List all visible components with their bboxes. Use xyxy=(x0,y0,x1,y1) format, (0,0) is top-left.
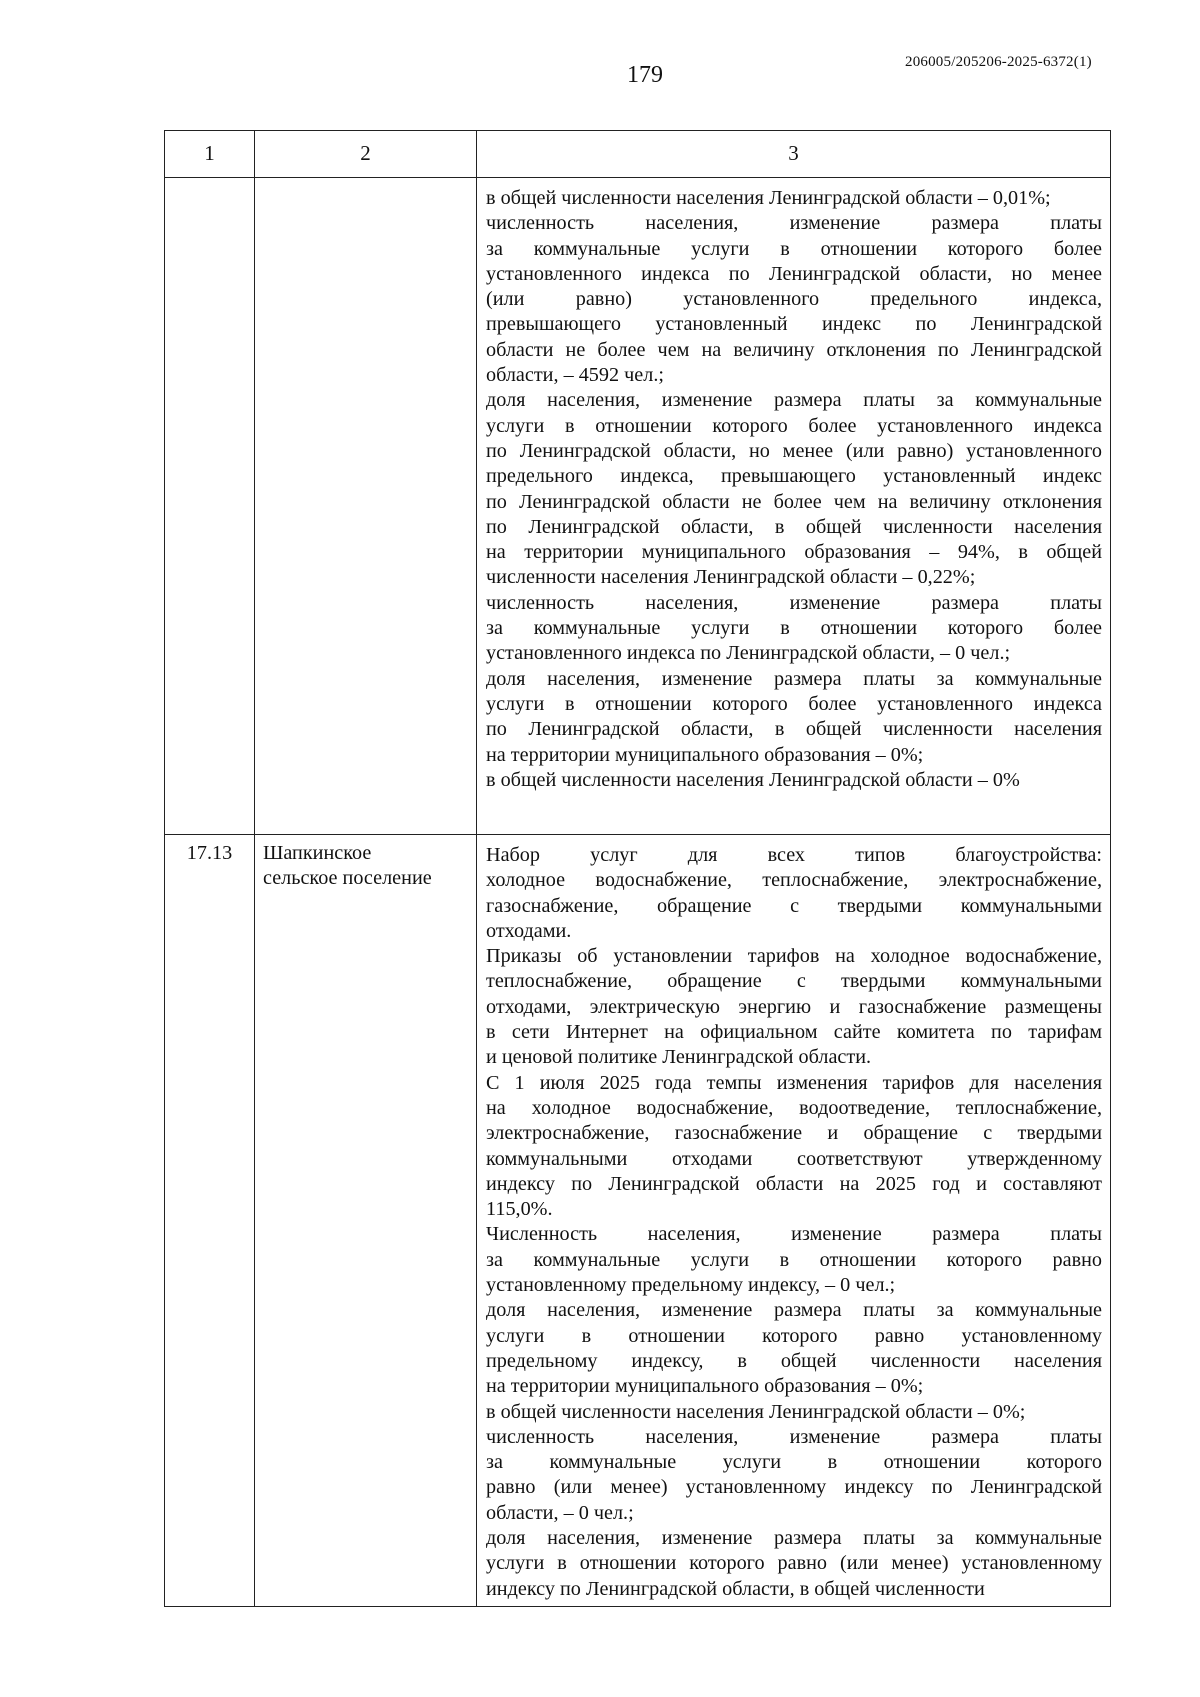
page-number: 179 xyxy=(627,62,663,88)
text-line: коммунальными отходами соответствуют утвержденному xyxy=(486,1147,1102,1170)
text-line: в общей численности населения Ленинградской области – 0%; xyxy=(486,1400,1026,1423)
text-line: по Ленинградской области, но менее (или равно) установленного xyxy=(486,439,1102,462)
table-row xyxy=(165,835,1111,1607)
description-cell xyxy=(477,835,1111,1607)
text-line: доля населения, изменение размера платы за коммунальные xyxy=(486,667,1102,690)
text-line: за коммунальные услуги в отношении которого более xyxy=(486,617,1102,640)
text-paragraph xyxy=(486,667,1102,768)
text-paragraph xyxy=(486,944,1102,1070)
text-line: отходами. xyxy=(486,919,572,942)
text-paragraph xyxy=(486,186,1102,211)
text-line: предельному индексу, в общей численности населения xyxy=(486,1349,1102,1372)
text-line: доля населения, изменение размера платы за коммунальные xyxy=(486,1299,1102,1322)
text-paragraph xyxy=(486,1298,1102,1399)
text-line: услуги в отношении которого равно установленному xyxy=(486,1324,1102,1347)
settlement-name-line: Шапкинское xyxy=(263,842,372,864)
row-number-cell: 17.13 xyxy=(165,835,255,1607)
text-line: равно (или менее) установленному индексу по Ленинградской xyxy=(486,1476,1102,1499)
text-line: и ценовой политике Ленинградской области. xyxy=(486,1046,872,1069)
text-line: доля населения, изменение размера платы за коммунальные xyxy=(486,389,1102,412)
text-line: услуги в отношении которого более установленного индекса xyxy=(486,692,1102,715)
text-line: установленному предельному индексу, – 0 чел.; xyxy=(486,1274,896,1297)
text-line: численность населения, изменение размера платы xyxy=(486,591,1102,614)
text-line: Численность населения, изменение размера платы xyxy=(486,1223,1102,1246)
text-line: установленного индекса по Ленинградской области, – 0 чел.; xyxy=(486,642,1011,665)
text-line: по Ленинградской области не более чем на величину отклонения xyxy=(486,490,1102,513)
text-line: отходами, электрическую энергию и газоснабжение размещены xyxy=(486,995,1102,1018)
text-paragraph xyxy=(486,1425,1102,1526)
text-line: теплоснабжение, обращение с твердыми коммунальными xyxy=(486,970,1102,993)
text-line: на территории муниципального образования – 0%; xyxy=(486,1375,924,1398)
settlement-name-cell xyxy=(255,178,477,835)
text-line: области не более чем на величину отклонения по Ленинградской xyxy=(486,338,1102,361)
settlement-name-cell xyxy=(255,835,477,1607)
text-paragraph xyxy=(486,1071,1102,1223)
text-line: Набор услуг для всех типов благоустройства: xyxy=(486,844,1102,866)
text-line: по Ленинградской области, в общей численности населения xyxy=(486,515,1102,538)
text-line: электроснабжение, газоснабжение и обращение с твердыми xyxy=(486,1122,1102,1145)
text-line: услуги в отношении которого более установленного индекса xyxy=(486,414,1102,437)
text-line: холодное водоснабжение, теплоснабжение, электроснабжение, xyxy=(486,869,1102,892)
text-line: в сети Интернет на официальном сайте комитета по тарифам xyxy=(486,1021,1102,1044)
text-paragraph xyxy=(486,591,1102,667)
text-line: доля населения, изменение размера платы за коммунальные xyxy=(486,1527,1102,1550)
text-line: превышающего установленный индекс по Ленинградской xyxy=(486,313,1102,336)
text-paragraph xyxy=(486,1400,1102,1425)
table-row xyxy=(165,178,1111,835)
text-line: (или равно) установленного предельного индекса, xyxy=(486,288,1102,311)
text-line: численность населения, изменение размера платы xyxy=(486,1425,1102,1448)
text-line: на территории муниципального образования – 94%, в общей xyxy=(486,541,1102,564)
text-paragraph xyxy=(486,1222,1102,1298)
text-line: установленного индекса по Ленинградской области, но менее xyxy=(486,262,1102,285)
text-line: за коммунальные услуги в отношении которого xyxy=(486,1451,1102,1474)
text-line: Приказы об установлении тарифов на холодное водоснабжение, xyxy=(486,945,1102,968)
text-paragraph xyxy=(486,843,1102,944)
data-table xyxy=(164,130,1111,1607)
text-paragraph xyxy=(486,768,1102,793)
text-line: численность населения, изменение размера платы xyxy=(486,212,1102,235)
text-line: индексу по Ленинградской области, в общей численности xyxy=(486,1577,985,1600)
text-paragraph xyxy=(486,388,1102,590)
text-line: численности населения Ленинградской области – 0,22%; xyxy=(486,566,976,589)
table-header-row xyxy=(165,131,1111,178)
text-line: области, – 0 чел.; xyxy=(486,1501,634,1524)
text-line: за коммунальные услуги в отношении которого более xyxy=(486,237,1102,260)
text-line: по Ленинградской области, в общей численности населения xyxy=(486,718,1102,741)
column-header-1: 1 xyxy=(165,131,255,178)
row-number-cell xyxy=(165,178,255,835)
text-line: области, – 4592 чел.; xyxy=(486,364,664,387)
column-header-2: 2 xyxy=(255,131,477,178)
text-line: на холодное водоснабжение, водоотведение, теплоснабжение, xyxy=(486,1096,1102,1119)
text-line: на территории муниципального образования – 0%; xyxy=(486,743,924,766)
text-line: 115,0%. xyxy=(486,1198,553,1221)
settlement-name-line: сельское поселение xyxy=(263,867,432,890)
text-line: индексу по Ленинградской области на 2025 год и составляют xyxy=(486,1172,1102,1195)
text-line: в общей численности населения Ленинградской области – 0% xyxy=(486,768,1020,791)
description-cell xyxy=(477,178,1111,835)
text-line: С 1 июля 2025 года темпы изменения тарифов для населения xyxy=(486,1071,1102,1094)
text-line: предельного индекса, превышающего установленный индекс xyxy=(486,465,1102,488)
text-paragraph xyxy=(486,1526,1102,1602)
text-line: газоснабжение, обращение с твердыми коммунальными xyxy=(486,894,1102,917)
column-header-3: 3 xyxy=(477,131,1111,178)
document-id: 206005/205206-2025-6372(1) xyxy=(905,54,1092,70)
text-line: услуги в отношении которого равно (или менее) установленному xyxy=(486,1552,1102,1575)
text-line: за коммунальные услуги в отношении которого равно xyxy=(486,1248,1102,1271)
text-paragraph xyxy=(486,211,1102,388)
text-line: в общей численности населения Ленинградской области – 0,01%; xyxy=(486,187,1051,209)
